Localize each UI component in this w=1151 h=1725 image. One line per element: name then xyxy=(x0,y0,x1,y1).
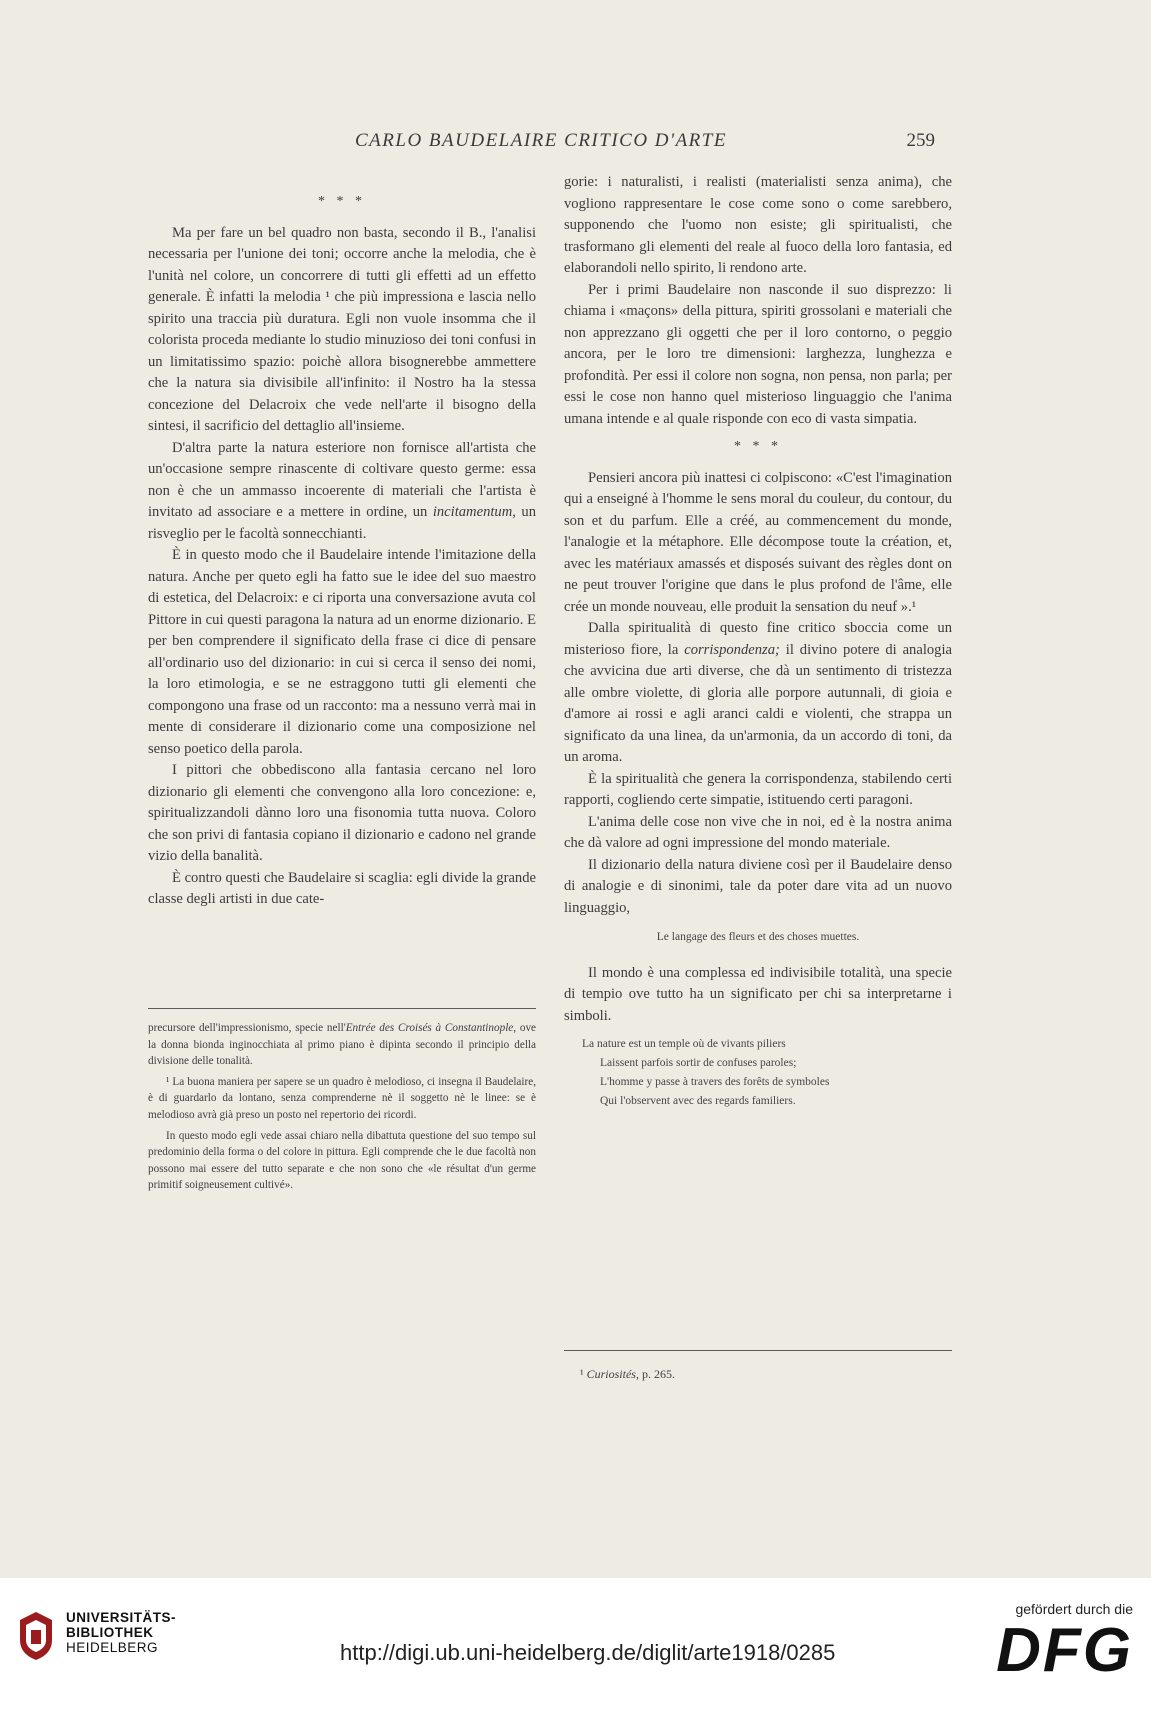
left-footnotes xyxy=(148,1020,536,1194)
paragraph: Ma per fare un bel quadro non basta, secondo il B., l'analisi necessaria per l'unione dei toni; occorre anche la melodia, che è l'unità nel colore, un concorrere di tutti gli effetti ad un effetto generale. È infatti la melodia ¹ che più impressiona e lascia nello spirito una traccia più duratura. Egli non vuole insomma che il colorista proceda mediante lo studio minuzioso dei toni confusi in un limitatissimo spazio: poichè allora bisognerebbe ammettere che la natura sia divisibile all'infinito: il Nostro ha la stessa concezione del Delacroix che vede nell'arte il bisogno della sintesi, il sacrificio del dettaglio all'insieme. xyxy=(148,224,536,434)
running-title: CARLO BAUDELAIRE CRITICO D'ARTE xyxy=(355,130,727,151)
paragraph: Per i primi Baudelaire non nasconde il suo disprezzo: li chiama i «maçons» della pittura, spiriti grossolani e materiali che non apprezzano gli oggetti che per il loro contorno, o peggio ancora, per le loro tre dimensioni: larghezza, lunghezza e profondità. Per essi il colore non sogna, non pensa, non parla; per essi le cose non hanno quel misterioso linguaggio che l'anima umana intende e al quale risponde con eco di vasta simpatia. xyxy=(564,281,952,427)
paragraph: Il mondo è una complessa ed indivisibile totalità, una specie di tempio ove tutto ha un significato per chi sa interpretarne i simboli. xyxy=(564,964,952,1024)
verse-line: L'homme y passe à travers des forêts de symboles xyxy=(600,1076,830,1088)
footnote-continuation: precursore dell'impressionismo, specie nell'Entrée des Croisés à Constantinople, ove la donna bionda inginocchiata al primo piano è dipinta secondo il principio della divisione delle tonalità. xyxy=(148,1022,537,1068)
library-logo xyxy=(18,1610,176,1662)
paragraph: È la spiritualità che genera la corrispondenza, stabilendo certi rapporti, cogliendo certe simpatie, istituendo certi paragoni. xyxy=(564,770,952,808)
footnote: In questo modo egli vede assai chiaro nella dibattuta questione del suo tempo sul predominio della forma o del colore in pittura. Egli comprende che le due facoltà non possono mai essere del tutto separate e che non sono che «le résultat d'un germe primitif soigneusement cultivé». xyxy=(148,1129,536,1192)
funder-logo xyxy=(996,1601,1133,1685)
quoted-line: Le langage des fleurs et des choses muettes. xyxy=(656,931,860,943)
dfg-logo-text: DFG xyxy=(996,1616,1133,1685)
paragraph: È contro questi che Baudelaire si scaglia: egli divide la grande classe degli artisti in due cate- xyxy=(148,869,536,907)
funded-by-caption: gefördert durch die xyxy=(1015,1601,1133,1617)
verse-quote xyxy=(582,1035,952,1111)
paragraph: Pensieri ancora più inattesi ci colpiscono: «C'est l'imagination qui a enseigné à l'homme le sens moral du couleur, du contour, du son et du parfum. Elle a créé, au commencement du monde, l'analogie et la métaphore. Elle décompose toute la création, et, avec les matériaux amassés et disposés suivant des règles dont on ne peut trouver l'origine que dans le plus profond de l'âme, elle crée un monde nouveau, elle produit la sensation du neuf ».¹ xyxy=(564,469,952,615)
paragraph: gorie: i naturalisti, i realisti (materialisti senza anima), che vogliono rappresentare le cose come sono o come sarebbero, supponendo che l'uomo non esiste; gli spiritualisti, che trasformano gli elementi del reale al fuoco della loro fantasia, ed elaborandoli nello spirito, li rendono arte. xyxy=(564,174,952,276)
paragraph: È in questo modo che il Baudelaire intende l'imitazione della natura. Anche per queto egli ha fatto sue le idee del suo maestro di estetica, del Delacroix: e ci riporta una conversazione avuta col Pittore in cui questi paragona la natura ad un enorme dizionario. E per ben comprendere il significato della frase ci dice di pensare all'ordinario uso del dizionario: in cui si cerca il senso dei nomi, la loro etimologia, e se ne estraggono tutti gli elementi che compongono una frase od un racconto: ma a nessuno verrà mai in mente di considerare il dizionario come una composizione nel senso poetico della parola. xyxy=(148,547,536,757)
paragraph: Dalla spiritualità di questo fine critico sboccia come un misterioso fiore, la corrispondenza; il divino potere di analogia che avvicina due arti diverse, che dà un sentimento di tristezza alle ombre violette, di gloria alle porpore autunnali, di gioia e d'amore ai rossi e agli aranci caldi e violenti, che strappa un significato da una linea, da un'armonia, da un accordo di toni, da un aroma. xyxy=(564,620,952,765)
verse-line: Qui l'observent avec des regards familiers. xyxy=(600,1095,796,1107)
footnote: ¹ La buona maniera per sapere se un quadro è melodioso, ci insegna il Baudelaire, è di guardarlo da lontano, senza comprenderne nè il soggetto nè le linee: se è melodioso avrà già preso un posto nel repertorio dei ricordi. xyxy=(148,1075,536,1121)
section-separator: * * * xyxy=(318,194,366,209)
paragraph: Il dizionario della natura diviene così per il Baudelaire denso di analogie e di sinonimi, tale da poter dare vita ad un nuovo linguaggio, xyxy=(564,856,952,916)
footnote-rule xyxy=(148,1008,536,1009)
paragraph: D'altra parte la natura esteriore non fornisce all'artista che un'occasione sempre rinascente di coltivare questo germe: essa non è che un ammasso incoerente di materiali che l'artista è invitato ad associare e a mettere in ordine, un incitamentum, un risveglio per le facoltà sonnecchianti. xyxy=(148,439,536,542)
verse-line: La nature est un temple où de vivants piliers xyxy=(582,1038,786,1050)
paragraph: I pittori che obbediscono alla fantasia cercano nel loro dizionario gli elementi che convengono alla loro concezione: e, spiritualizzandoli dànno loro una fisonomia tutta nuova. Coloro che son privi di fantasia copiano il dizionario e cadono nel grande vizio della banalità. xyxy=(148,762,536,864)
verse-line: Laissent parfois sortir de confuses paroles; xyxy=(600,1057,797,1069)
right-column xyxy=(564,172,952,1111)
paragraph: L'anima delle cose non vive che in noi, ed è la nostra anima che dà valore ad ogni impressione del mondo materiale. xyxy=(564,813,952,851)
university-seal-icon xyxy=(18,1610,54,1662)
library-name: UNIVERSITÄTS- BIBLIOTHEK HEIDELBERG xyxy=(66,1610,177,1655)
source-url-link[interactable]: http://digi.ub.uni-heidelberg.de/diglit/arte1918/0285 xyxy=(340,1640,836,1665)
left-column xyxy=(148,185,536,911)
section-separator: * * * xyxy=(734,439,782,454)
page-number: 259 xyxy=(906,130,935,151)
right-footnote: ¹ Curiosités, p. 265. xyxy=(580,1367,675,1381)
footnote-rule xyxy=(564,1350,952,1351)
